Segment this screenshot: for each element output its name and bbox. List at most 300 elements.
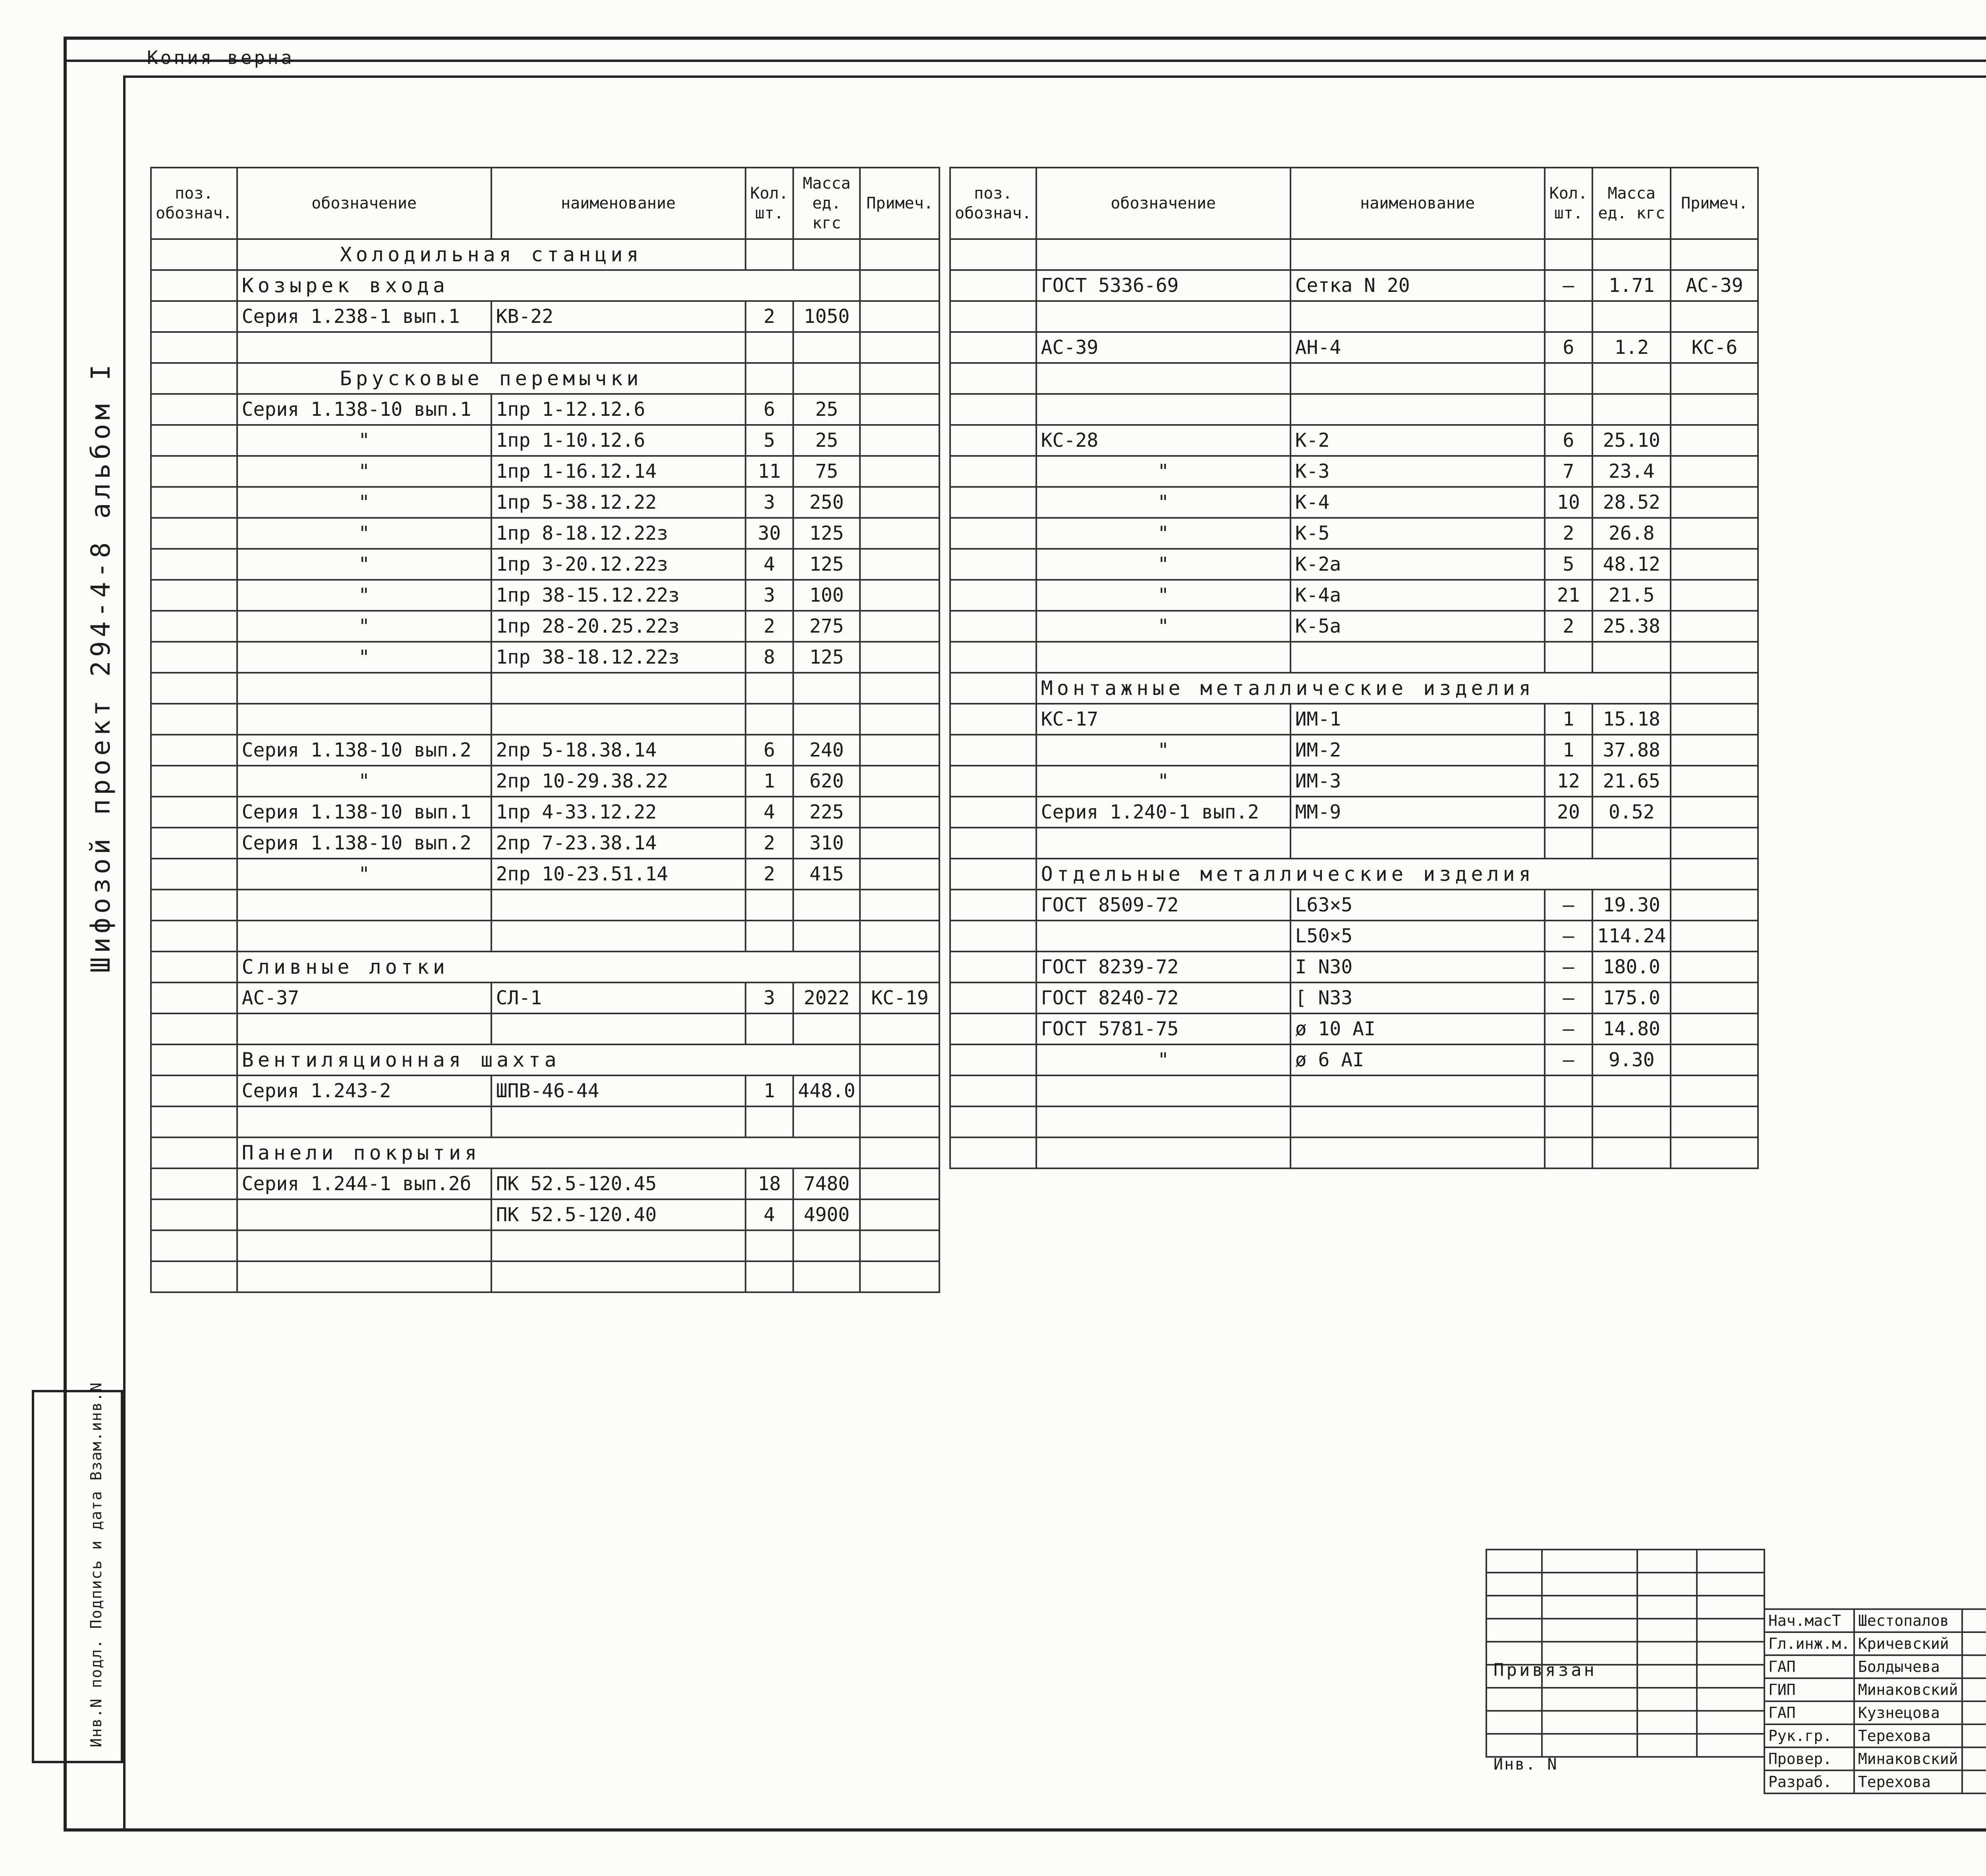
empty-cell	[1671, 828, 1758, 859]
pos-cell	[151, 735, 237, 766]
empty-cell	[950, 394, 1036, 425]
mass-cell: 21.65	[1592, 766, 1671, 797]
designation-cell	[237, 1199, 491, 1230]
mass-cell: 2022	[793, 982, 860, 1013]
empty-cell	[151, 921, 237, 952]
note-cell	[1671, 735, 1758, 766]
designation-cell: КС-17	[1036, 704, 1291, 735]
pos-cell	[950, 704, 1036, 735]
mass-cell: 1.71	[1592, 270, 1671, 301]
table-row	[950, 363, 1758, 394]
qty-cell: 5	[746, 425, 793, 456]
table-row	[950, 456, 1758, 487]
section-heading: Козырек входа	[237, 270, 860, 301]
inventory-label: Инв. N	[1493, 1755, 1558, 1774]
table-row	[151, 735, 939, 766]
empty-cell	[237, 1106, 491, 1137]
pos-cell	[151, 301, 237, 332]
empty-cell	[1291, 1106, 1545, 1137]
empty-cell	[1592, 394, 1671, 425]
empty-cell	[151, 1261, 237, 1292]
table-row	[151, 1137, 939, 1168]
mass-cell: 9.30	[1592, 1044, 1671, 1075]
designation-cell: "	[237, 642, 491, 673]
col-name: наименование	[491, 168, 746, 239]
mass-cell: 37.88	[1592, 735, 1671, 766]
empty-cell	[860, 890, 939, 921]
signature-cell	[1962, 1655, 1986, 1678]
mass-cell: 175.0	[1592, 982, 1671, 1013]
empty-cell	[860, 1013, 939, 1044]
name-cell: L63×5	[1291, 890, 1545, 921]
pos-cell	[950, 549, 1036, 580]
empty-cell	[151, 1230, 237, 1261]
mass-cell: 0.52	[1592, 797, 1671, 828]
empty-cell	[950, 1075, 1036, 1106]
mass-cell: 25.10	[1592, 425, 1671, 456]
signer-name: Минаковский	[1854, 1678, 1962, 1701]
empty-cell	[1671, 301, 1758, 332]
signer-row	[1764, 1724, 1986, 1747]
note-cell	[860, 394, 939, 425]
pos-cell	[950, 766, 1036, 797]
name-cell: [ N33	[1291, 982, 1545, 1013]
empty-cell	[1592, 1075, 1671, 1106]
mass-cell: 225	[793, 797, 860, 828]
table-row	[151, 425, 939, 456]
empty-cell	[793, 704, 860, 735]
table-row	[151, 363, 939, 394]
empty-cell	[1036, 828, 1291, 859]
empty-cell	[950, 1106, 1036, 1137]
bound-label: Привязан	[1493, 1660, 1597, 1680]
empty-cell	[1291, 1137, 1545, 1168]
empty-cell	[1486, 1734, 1542, 1757]
table-row	[950, 982, 1758, 1013]
empty-cell	[151, 1013, 237, 1044]
table-row	[151, 642, 939, 673]
name-cell: ПК 52.5-120.40	[491, 1199, 746, 1230]
name-cell: 1пр 5-38.12.22	[491, 487, 746, 518]
table-row	[950, 580, 1758, 611]
section-heading: Вентиляционная шахта	[237, 1044, 860, 1075]
empty-cell	[1545, 1075, 1592, 1106]
table-row	[151, 549, 939, 580]
empty-cell	[1542, 1573, 1637, 1596]
empty-cell	[1592, 1106, 1671, 1137]
empty-cell	[1592, 239, 1671, 270]
empty-cell	[1036, 301, 1291, 332]
signer-role: ГАП	[1764, 1655, 1854, 1678]
name-cell: 1пр 8-18.12.22з	[491, 518, 746, 549]
empty-cell	[793, 673, 860, 704]
col-pos: поз. обознач.	[151, 168, 237, 239]
signer-role: Провер.	[1764, 1747, 1854, 1770]
qty-cell: 2	[1545, 518, 1592, 549]
qty-cell: 1	[1545, 704, 1592, 735]
note-cell	[1671, 487, 1758, 518]
table-row	[151, 270, 939, 301]
qty-cell: 10	[1545, 487, 1592, 518]
empty-cell	[746, 239, 793, 270]
empty-cell	[491, 332, 746, 363]
empty-cell	[793, 363, 860, 394]
spec-table-right	[949, 167, 1759, 1169]
empty-cell	[237, 890, 491, 921]
col-designation: обозначение	[237, 168, 491, 239]
mass-cell: 1050	[793, 301, 860, 332]
table-row	[151, 766, 939, 797]
mass-cell: 75	[793, 456, 860, 487]
empty-cell	[1545, 239, 1592, 270]
empty-cell	[1637, 1596, 1697, 1619]
signature-cell	[1962, 1770, 1986, 1793]
qty-cell: 3	[746, 487, 793, 518]
signer-role: ГАП	[1764, 1701, 1854, 1724]
empty-cell	[1486, 1711, 1542, 1734]
empty-cell	[1036, 1075, 1291, 1106]
empty-cell	[1036, 394, 1291, 425]
pos-cell	[950, 673, 1036, 704]
designation-cell: ГОСТ 8240-72	[1036, 982, 1291, 1013]
note-cell	[860, 487, 939, 518]
qty-cell: 18	[746, 1168, 793, 1199]
name-cell: 1пр 1-12.12.6	[491, 394, 746, 425]
note-cell	[860, 859, 939, 890]
note-cell	[860, 735, 939, 766]
empty-cell	[860, 673, 939, 704]
empty-cell	[1697, 1550, 1764, 1573]
pos-cell	[151, 1137, 237, 1168]
name-cell: 2пр 10-23.51.14	[491, 859, 746, 890]
note-cell	[1671, 518, 1758, 549]
mass-cell: 25	[793, 394, 860, 425]
empty-cell	[151, 890, 237, 921]
note-cell	[1671, 1044, 1758, 1075]
signer-row	[1764, 1678, 1986, 1701]
note-cell	[1671, 611, 1758, 642]
pos-cell	[151, 487, 237, 518]
table-row	[950, 239, 1758, 270]
table-row	[151, 239, 939, 270]
empty-cell	[1545, 1106, 1592, 1137]
mass-cell: 15.18	[1592, 704, 1671, 735]
mass-cell: 620	[793, 766, 860, 797]
pos-cell	[950, 1044, 1036, 1075]
signer-name: Терехова	[1854, 1770, 1962, 1793]
qty-cell: 1	[1545, 735, 1592, 766]
empty-cell	[950, 363, 1036, 394]
note-cell	[860, 611, 939, 642]
table-row	[151, 1106, 939, 1137]
qty-cell: 11	[746, 456, 793, 487]
empty-cell	[1545, 642, 1592, 673]
table-row	[151, 1075, 939, 1106]
empty-cell	[1697, 1734, 1764, 1757]
mass-cell: 23.4	[1592, 456, 1671, 487]
designation-cell: "	[1036, 487, 1291, 518]
empty-cell	[860, 921, 939, 952]
note-cell: АС-39	[1671, 270, 1758, 301]
pos-cell	[151, 766, 237, 797]
pos-cell	[950, 270, 1036, 301]
pos-cell	[950, 890, 1036, 921]
table-row	[151, 1199, 939, 1230]
note-cell	[860, 828, 939, 859]
designation-cell: Серия 1.244-1 вып.2б	[237, 1168, 491, 1199]
signer-role: Гл.инж.м.	[1764, 1632, 1854, 1655]
table-row	[950, 332, 1758, 363]
signer-row	[1764, 1632, 1986, 1655]
qty-cell: 8	[746, 642, 793, 673]
qty-cell: 21	[1545, 580, 1592, 611]
name-cell: 1пр 38-15.12.22з	[491, 580, 746, 611]
section-heading: Отдельные металлические изделия	[1036, 859, 1671, 890]
table-row	[950, 921, 1758, 952]
designation-cell: ГОСТ 8239-72	[1036, 952, 1291, 982]
pos-cell	[151, 828, 237, 859]
empty-cell	[1697, 1619, 1764, 1642]
empty-cell	[860, 1261, 939, 1292]
mass-cell: 240	[793, 735, 860, 766]
empty-cell	[1545, 1137, 1592, 1168]
inventory-stamp-box	[32, 1390, 123, 1763]
empty-cell	[1291, 394, 1545, 425]
empty-cell	[1545, 301, 1592, 332]
empty-cell	[793, 1230, 860, 1261]
qty-cell: 2	[746, 828, 793, 859]
designation-cell: Серия 1.243-2	[237, 1075, 491, 1106]
pos-cell	[151, 1199, 237, 1230]
table-row	[151, 982, 939, 1013]
empty-cell	[860, 1230, 939, 1261]
empty-cell	[491, 921, 746, 952]
empty-cell	[1036, 1106, 1291, 1137]
name-cell: К-4	[1291, 487, 1545, 518]
designation-cell: "	[237, 425, 491, 456]
empty-cell	[1671, 239, 1758, 270]
empty-cell	[950, 301, 1036, 332]
mass-cell: 125	[793, 642, 860, 673]
empty-cell	[860, 1044, 939, 1075]
note-cell	[860, 1075, 939, 1106]
empty-cell	[860, 1106, 939, 1137]
col-qty: Кол. шт.	[1545, 168, 1592, 239]
copy-certified-note: Копия верна	[147, 47, 294, 68]
pos-cell	[151, 1168, 237, 1199]
table-row	[151, 797, 939, 828]
empty-cell	[1671, 673, 1758, 704]
empty-cell	[746, 1230, 793, 1261]
qty-cell: —	[1545, 270, 1592, 301]
empty-cell	[1291, 301, 1545, 332]
mass-cell: 19.30	[1592, 890, 1671, 921]
table-row	[151, 1230, 939, 1261]
section-heading: Сливные лотки	[237, 952, 860, 982]
signature-cell	[1962, 1701, 1986, 1724]
table-row	[950, 487, 1758, 518]
designation-cell: "	[1036, 518, 1291, 549]
empty-cell	[237, 921, 491, 952]
empty-cell	[746, 704, 793, 735]
empty-cell	[860, 704, 939, 735]
pos-cell	[151, 239, 237, 270]
empty-cell	[1545, 394, 1592, 425]
empty-cell	[237, 1013, 491, 1044]
designation-cell: "	[1036, 580, 1291, 611]
empty-cell	[151, 1106, 237, 1137]
empty-cell	[1637, 1550, 1697, 1573]
empty-cell	[1697, 1573, 1764, 1596]
signer-name: Терехова	[1854, 1724, 1962, 1747]
pos-cell	[151, 456, 237, 487]
note-cell	[860, 425, 939, 456]
table-row	[950, 611, 1758, 642]
col-pos: поз. обознач.	[950, 168, 1036, 239]
table-row	[950, 1137, 1758, 1168]
empty-cell	[1592, 363, 1671, 394]
name-cell: 1пр 4-33.12.22	[491, 797, 746, 828]
qty-cell: —	[1545, 921, 1592, 952]
pos-cell	[950, 518, 1036, 549]
empty-cell	[151, 673, 237, 704]
note-cell	[1671, 921, 1758, 952]
note-cell	[860, 518, 939, 549]
qty-cell: 7	[1545, 456, 1592, 487]
designation-cell: "	[237, 487, 491, 518]
mass-cell: 48.12	[1592, 549, 1671, 580]
note-cell	[1671, 456, 1758, 487]
empty-cell	[860, 363, 939, 394]
mass-cell: 180.0	[1592, 952, 1671, 982]
empty-cell	[746, 1013, 793, 1044]
empty-cell	[793, 1013, 860, 1044]
note-cell	[860, 766, 939, 797]
note-cell	[860, 456, 939, 487]
designation-cell: ГОСТ 8509-72	[1036, 890, 1291, 921]
designation-cell: АС-37	[237, 982, 491, 1013]
name-cell: ММ-9	[1291, 797, 1545, 828]
designation-cell: "	[237, 859, 491, 890]
empty-cell	[1697, 1688, 1764, 1711]
table-row	[151, 890, 939, 921]
empty-cell	[1291, 642, 1545, 673]
designation-cell: Серия 1.138-10 вып.2	[237, 828, 491, 859]
designation-cell: "	[1036, 1044, 1291, 1075]
name-cell: ШПВ-46-44	[491, 1075, 746, 1106]
inner-frame-left	[123, 75, 126, 1831]
note-cell	[1671, 890, 1758, 921]
name-cell: 1пр 3-20.12.22з	[491, 549, 746, 580]
pos-cell	[950, 332, 1036, 363]
empty-cell	[793, 890, 860, 921]
empty-cell	[1036, 363, 1291, 394]
qty-cell: —	[1545, 1044, 1592, 1075]
empty-cell	[1697, 1665, 1764, 1688]
signer-role: ГИП	[1764, 1678, 1854, 1701]
mass-cell: 275	[793, 611, 860, 642]
empty-cell	[1291, 239, 1545, 270]
designation-cell: "	[237, 580, 491, 611]
empty-cell	[746, 890, 793, 921]
signer-row	[1764, 1701, 1986, 1724]
note-cell	[860, 1168, 939, 1199]
empty-cell	[491, 673, 746, 704]
empty-cell	[237, 673, 491, 704]
qty-cell: —	[1545, 890, 1592, 921]
note-cell	[860, 301, 939, 332]
empty-cell	[1542, 1688, 1637, 1711]
name-cell: 1пр 1-10.12.6	[491, 425, 746, 456]
name-cell: СЛ-1	[491, 982, 746, 1013]
mass-cell: 250	[793, 487, 860, 518]
qty-cell: 4	[746, 797, 793, 828]
signers-table	[1764, 1608, 1986, 1794]
table-row	[950, 425, 1758, 456]
empty-cell	[1637, 1665, 1697, 1688]
empty-cell	[1697, 1642, 1764, 1665]
designation-cell: "	[237, 456, 491, 487]
name-cell: К-3	[1291, 456, 1545, 487]
empty-cell	[1291, 363, 1545, 394]
col-note: Примеч.	[860, 168, 939, 239]
empty-cell	[793, 921, 860, 952]
pos-cell	[151, 952, 237, 982]
mass-cell: 7480	[793, 1168, 860, 1199]
signer-name: Кричевский	[1854, 1632, 1962, 1655]
note-cell	[1671, 982, 1758, 1013]
empty-cell	[1545, 363, 1592, 394]
signer-name: Минаковский	[1854, 1747, 1962, 1770]
empty-cell	[1542, 1550, 1637, 1573]
mass-cell: 14.80	[1592, 1013, 1671, 1044]
signer-row	[1764, 1747, 1986, 1770]
empty-cell	[860, 1137, 939, 1168]
empty-cell	[950, 828, 1036, 859]
empty-cell	[1697, 1711, 1764, 1734]
empty-cell	[950, 239, 1036, 270]
pos-cell	[151, 363, 237, 394]
empty-cell	[1671, 859, 1758, 890]
name-cell: ПК 52.5-120.45	[491, 1168, 746, 1199]
designation-cell: "	[1036, 735, 1291, 766]
table-row	[151, 1168, 939, 1199]
designation-cell: "	[1036, 456, 1291, 487]
empty-cell	[1637, 1619, 1697, 1642]
empty-cell	[1592, 642, 1671, 673]
name-cell: К-2	[1291, 425, 1545, 456]
frame-top-line	[64, 60, 1986, 62]
qty-cell: 3	[746, 580, 793, 611]
mass-cell: 100	[793, 580, 860, 611]
empty-cell	[1637, 1642, 1697, 1665]
pos-cell	[950, 425, 1036, 456]
table-row	[151, 518, 939, 549]
empty-cell	[1592, 1137, 1671, 1168]
empty-cell	[793, 1106, 860, 1137]
note-cell	[860, 549, 939, 580]
pos-cell	[950, 611, 1036, 642]
note-cell	[1671, 1013, 1758, 1044]
mass-cell: 310	[793, 828, 860, 859]
pos-cell	[151, 859, 237, 890]
qty-cell: 1	[746, 1075, 793, 1106]
designation-cell: Серия 1.138-10 вып.2	[237, 735, 491, 766]
table-row	[950, 1013, 1758, 1044]
col-qty: Кол. шт.	[746, 168, 793, 239]
empty-cell	[491, 890, 746, 921]
empty-cell	[746, 921, 793, 952]
